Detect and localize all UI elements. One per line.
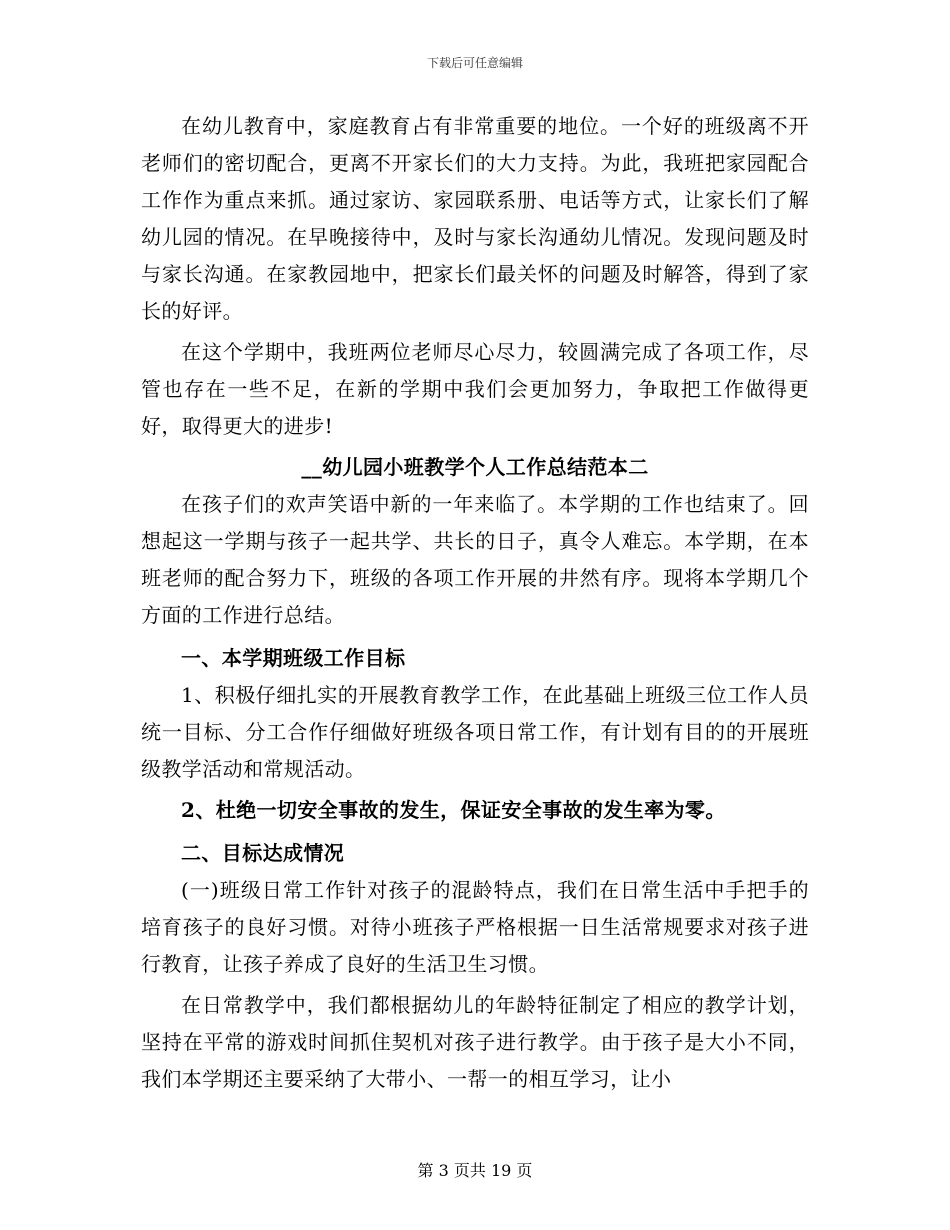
header-note: 下载后可任意编辑 bbox=[426, 56, 523, 70]
goal-item-1: 1、积极仔细扎实的开展教育教学工作，在此基础上班级三位工作人员统一目标、分工合作仔细做好班级各项日常工作，有计划有目的的开展班级教学活动和常规活动。 bbox=[141, 683, 809, 781]
section-heading-achievement: 二、目标达成情况 bbox=[181, 841, 345, 865]
paragraph-semester-conclusion: 在这个学期中，我班两位老师尽心尽力，较圆满完成了各项工作，尽管也存在一些不足，在新的学期中我们会更加努力，争取把工作做得更好，取得更大的进步! bbox=[141, 340, 809, 438]
paragraph-home-school-cooperation: 在幼儿教育中，家庭教育占有非常重要的地位。一个好的班级离不开老师们的密切配合，更离不开家长们的大力支持。为此，我班把家园配合工作作为重点来抓。通过家访、家园联系册、电话等方式，让家长们了解幼儿园的情况。在早晚接待中，及时与家长沟通幼儿情况。发现问题及时与家长沟通。在家教园地中，把家长们最关怀的问题及时解答，得到了家长的好评。 bbox=[141, 114, 809, 323]
section-title-summary-two: __幼儿园小班教学个人工作总结范本二 bbox=[301, 455, 649, 479]
page-number: 第 3 页共 19 页 bbox=[417, 1161, 533, 1180]
goal-item-2: 2、杜绝一切安全事故的发生，保证安全事故的发生率为零。 bbox=[181, 798, 726, 822]
document-body bbox=[141, 108, 809, 1098]
paragraph-daily-teaching: 在日常教学中，我们都根据幼儿的年龄特征制定了相应的教学计划，坚持在平常的游戏时间抓住契机对孩子进行教学。由于孩子是大小不同，我们本学期还主要采纳了大带小、一帮一的相互学习，让小 bbox=[141, 993, 809, 1091]
paragraph-introduction: 在孩子们的欢声笑语中新的一年来临了。本学期的工作也结束了。回想起这一学期与孩子一起共学、共长的日子，真令人难忘。本学期，在本班老师的配合努力下，班级的各项工作开展的井然有序。现将本学期几个方面的工作进行总结。 bbox=[141, 492, 809, 627]
paragraph-daily-work: (一)班级日常工作针对孩子的混龄特点，我们在日常生活中手把手的培育孩子的良好习惯。对待小班孩子严格根据一日生活常规要求对孩子进行教育，让孩子养成了良好的生活卫生习惯。 bbox=[141, 878, 809, 976]
section-heading-goals: 一、本学期班级工作目标 bbox=[181, 646, 406, 670]
